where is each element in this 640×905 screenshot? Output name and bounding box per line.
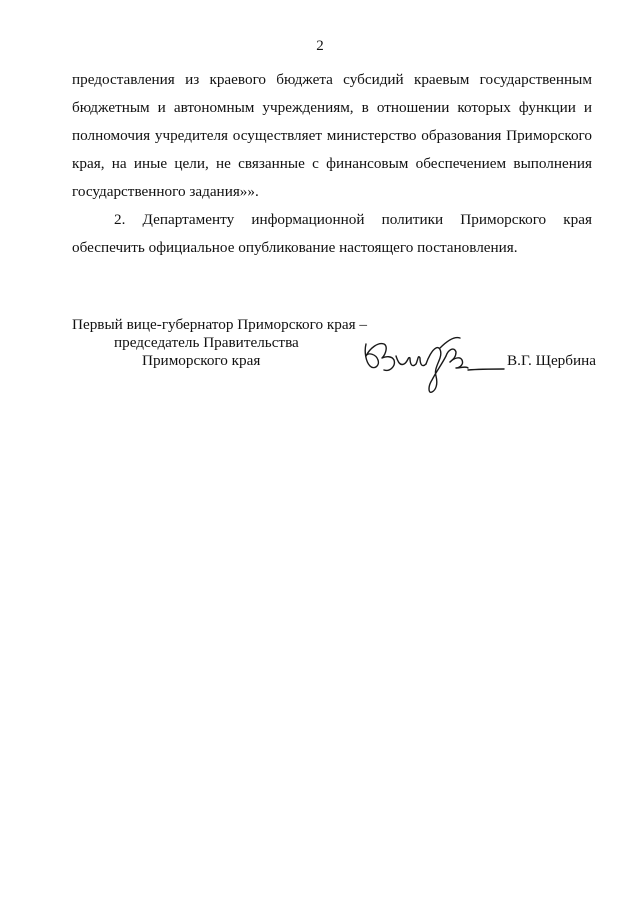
- paragraph-line: края, на иные цели, не связанные с финансовым обеспечением выполнения: [72, 155, 592, 172]
- paragraph-line: государственного задания»».: [72, 183, 259, 200]
- signatory-title-line: Первый вице-губернатор Приморского края –: [72, 316, 367, 333]
- signatory-title-line: председатель Правительства: [114, 334, 299, 351]
- signatory-name: В.Г. Щербина: [507, 352, 596, 369]
- page-number: 2: [316, 38, 324, 54]
- paragraph-line: полномочия учредителя осуществляет министерство образования Приморского: [72, 127, 592, 144]
- paragraph-item-2-line: 2. Департаменту информационной политики Приморского края: [114, 211, 592, 228]
- paragraph-item-2-line: обеспечить официальное опубликование настоящего постановления.: [72, 239, 518, 256]
- signatory-title-line: Приморского края: [142, 352, 261, 369]
- document-body: [72, 66, 592, 262]
- paragraph-line: бюджетным и автономным учреждениям, в отношении которых функции и: [72, 99, 592, 116]
- paragraph-line: предоставления из краевого бюджета субсидий краевым государственным: [72, 71, 592, 88]
- handwritten-signature: [356, 326, 506, 396]
- signature-block: [72, 316, 596, 396]
